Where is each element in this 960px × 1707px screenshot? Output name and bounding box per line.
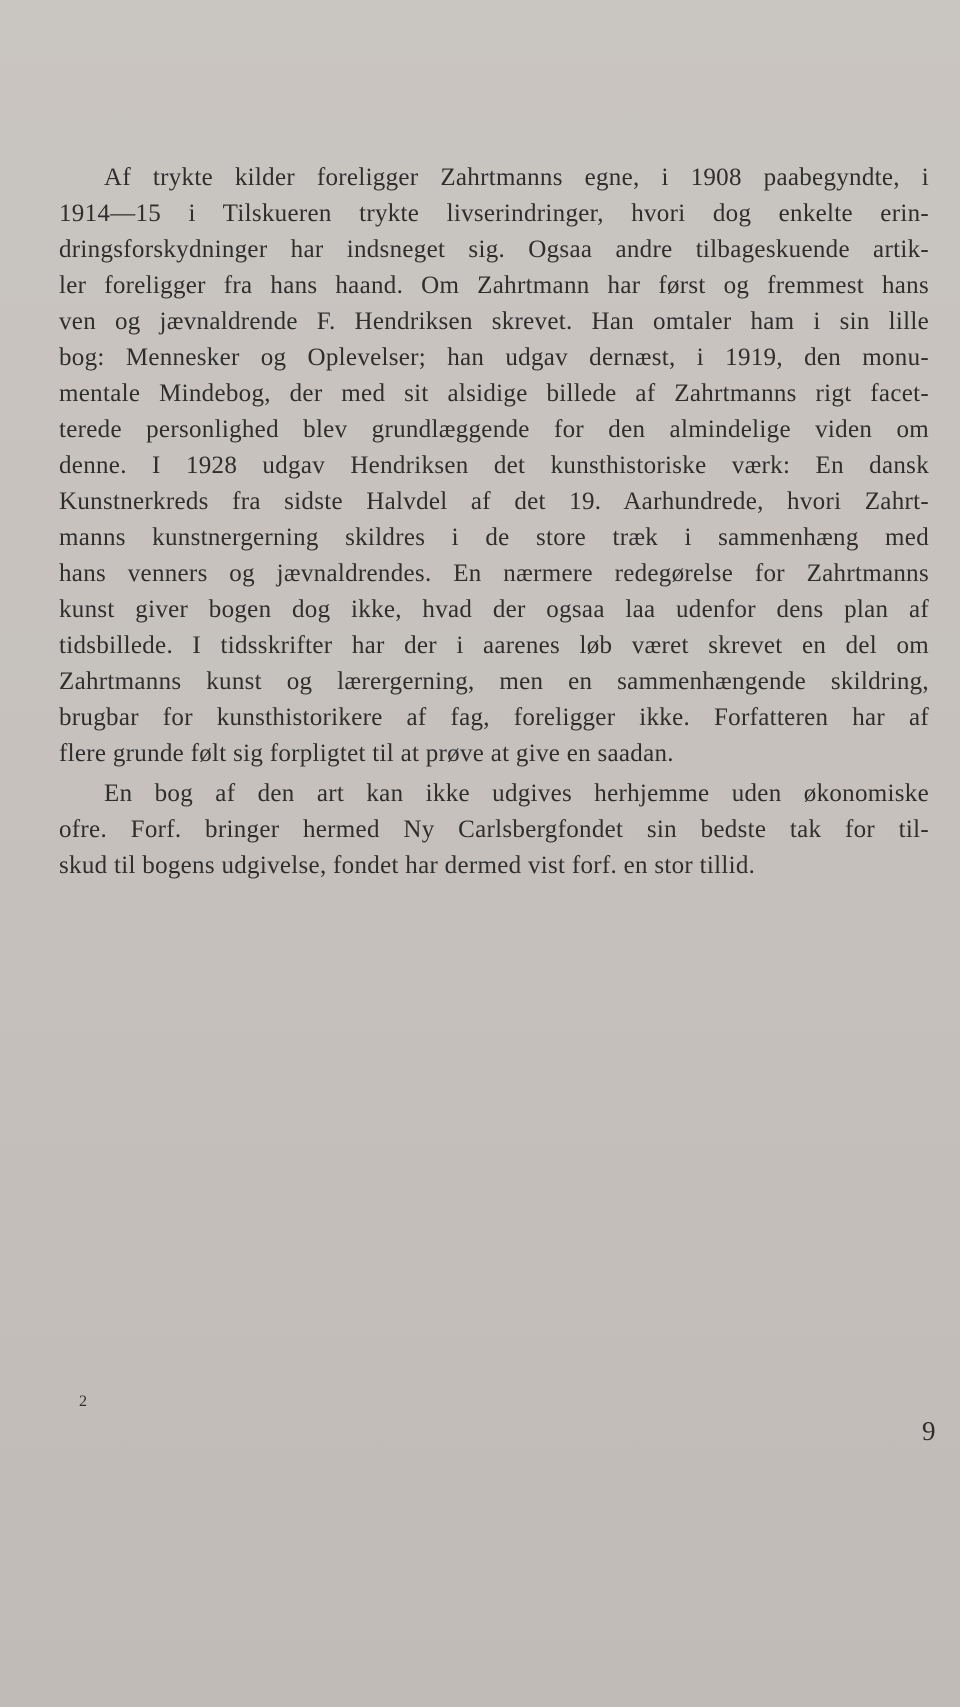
paragraph-1-line-13: kunst giver bogen dog ikke, hvad der ogsaa laa udenfor dens plan af bbox=[59, 596, 929, 623]
paragraph-1-line-14: tidsbillede. I tidsskrifter har der i aarenes løb været skrevet en del om bbox=[59, 632, 929, 659]
paragraph-1-line-16: brugbar for kunsthistorikere af fag, foreligger ikke. Forfatteren har af bbox=[59, 704, 929, 731]
signature-mark: 2 bbox=[79, 1393, 87, 1410]
paragraph-2-line-2: ofre. Forf. bringer hermed Ny Carlsbergfondet sin bedste tak for til- bbox=[59, 816, 929, 843]
paragraph-1-line-2: 1914—15 i Tilskueren trykte livserindringer, hvori dog enkelte erin- bbox=[59, 200, 929, 227]
paragraph-1-line-11: manns kunstnergerning skildres i de store træk i sammenhæng med bbox=[59, 524, 929, 551]
paragraph-1-line-9: denne. I 1928 udgav Hendriksen det kunsthistoriske værk: En dansk bbox=[59, 452, 929, 479]
paragraph-1-line-15: Zahrtmanns kunst og lærergerning, men en sammenhængende skildring, bbox=[59, 668, 929, 695]
paragraph-2-line-1: En bog af den art kan ikke udgives herhjemme uden økonomiske bbox=[104, 780, 929, 807]
paragraph-1-line-5: ven og jævnaldrende F. Hendriksen skrevet. Han omtaler ham i sin lille bbox=[59, 308, 929, 335]
paragraph-1-line-1: Af trykte kilder foreligger Zahrtmanns egne, i 1908 paabegyndte, i bbox=[104, 164, 929, 191]
paragraph-1-line-3: dringsforskydninger har indsneget sig. Ogsaa andre tilbageskuende artik- bbox=[59, 236, 929, 263]
body-text bbox=[59, 160, 929, 884]
paragraph-1-line-10: Kunstnerkreds fra sidste Halvdel af det 19. Aarhundrede, hvori Zahrt- bbox=[59, 488, 929, 515]
paragraph-1-line-17: flere grunde følt sig forpligtet til at prøve at give en saadan. bbox=[59, 740, 674, 767]
paragraph-1-line-12: hans venners og jævnaldrendes. En nærmere redegørelse for Zahrtmanns bbox=[59, 560, 929, 587]
paragraph-1-line-4: ler foreligger fra hans haand. Om Zahrtmann har først og fremmest hans bbox=[59, 272, 929, 299]
paragraph-1-line-6: bog: Mennesker og Oplevelser; han udgav dernæst, i 1919, den monu- bbox=[59, 344, 929, 371]
paragraph-1-line-7: mentale Mindebog, der med sit alsidige billede af Zahrtmanns rigt facet- bbox=[59, 380, 929, 407]
page-number: 9 bbox=[922, 1416, 936, 1446]
paragraph-2-line-3: skud til bogens udgivelse, fondet har dermed vist forf. en stor tillid. bbox=[59, 852, 756, 879]
paragraph-1-line-8: terede personlighed blev grundlæggende for den almindelige viden om bbox=[59, 416, 929, 443]
